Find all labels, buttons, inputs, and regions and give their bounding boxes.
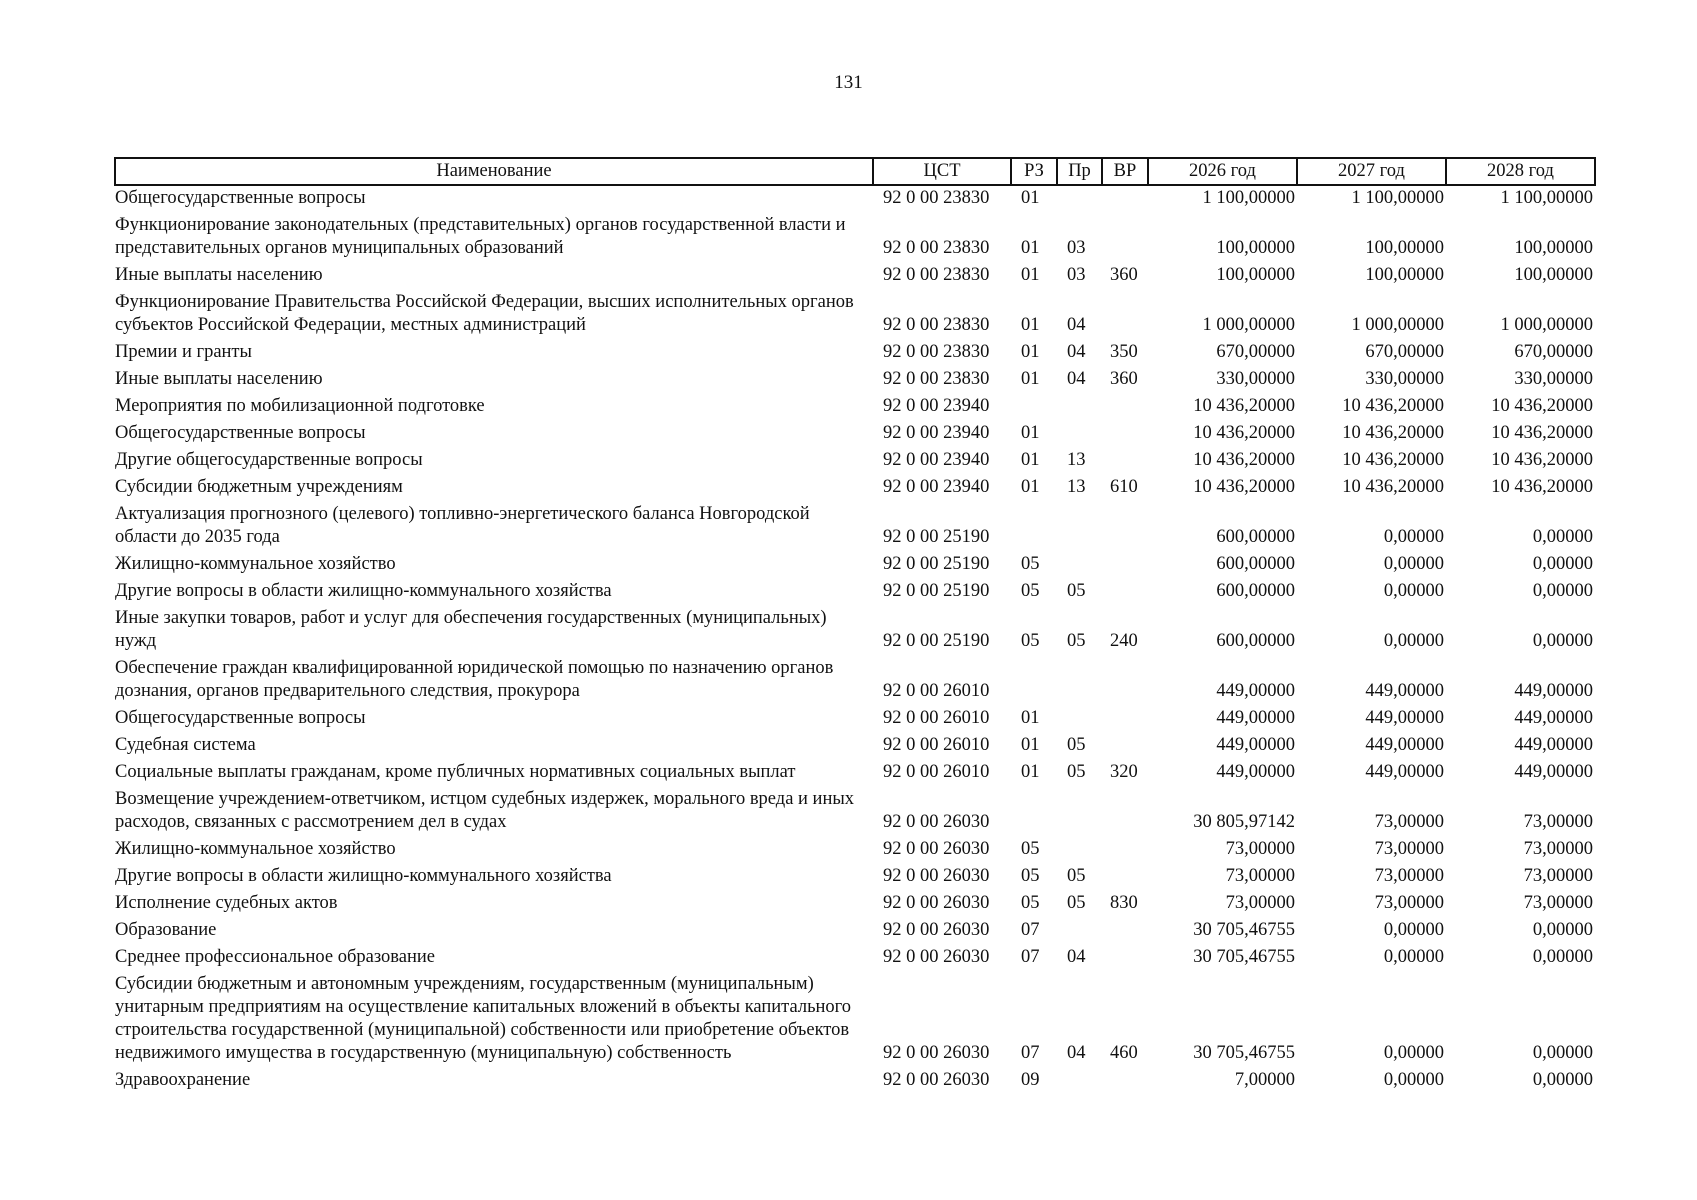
cell-2028: 0,00000	[1532, 1070, 1593, 1090]
cell-name: Образование	[115, 920, 217, 940]
table-row	[115, 263, 1595, 290]
cell-rz: 09	[1021, 1070, 1040, 1090]
table-row	[115, 213, 1595, 263]
table-row	[115, 918, 1595, 945]
cell-2028: 0,00000	[1532, 554, 1593, 574]
cell-2027: 100,00000	[1365, 265, 1444, 285]
page-number: 131	[834, 72, 863, 93]
table-row	[115, 606, 1595, 656]
cell-pr	[1057, 918, 1102, 945]
cell-vr: 360	[1110, 369, 1138, 389]
cell-pr: 04	[1067, 369, 1086, 389]
cell-name: Социальные выплаты гражданам, кроме публичных нормативных социальных выплат	[115, 762, 796, 782]
cell-cst: 92 0 00 26030	[883, 812, 990, 832]
cell-rz: 01	[1021, 735, 1040, 755]
cell-2026: 1 000,00000	[1202, 315, 1295, 335]
cell-name: Здравоохранение	[115, 1070, 251, 1090]
cell-pr: 05	[1067, 631, 1086, 651]
cell-pr: 04	[1067, 315, 1086, 335]
cell-cst: 92 0 00 26010	[883, 708, 990, 728]
table-row	[115, 552, 1595, 579]
cell-vr: 460	[1110, 1043, 1138, 1063]
cell-pr: 03	[1067, 238, 1086, 258]
cell-2026: 100,00000	[1216, 238, 1295, 258]
cell-2026: 330,00000	[1216, 369, 1295, 389]
cell-vr	[1102, 552, 1148, 579]
cell-vr	[1102, 656, 1148, 706]
header-cst: ЦСТ	[873, 158, 1011, 185]
cell-name: Общегосударственные вопросы	[115, 423, 366, 443]
cell-2027: 10 436,20000	[1342, 477, 1444, 497]
cell-vr	[1102, 421, 1148, 448]
cell-2027: 1 100,00000	[1351, 188, 1444, 208]
cell-name: Другие вопросы в области жилищно-коммунального хозяйства	[115, 581, 612, 601]
cell-2028: 10 436,20000	[1491, 396, 1593, 416]
table-row	[115, 972, 1595, 1068]
cell-pr	[1057, 185, 1102, 213]
cell-rz: 07	[1021, 920, 1040, 940]
cell-2026: 30 805,97142	[1193, 812, 1295, 832]
cell-pr: 05	[1067, 735, 1086, 755]
cell-2028: 73,00000	[1523, 839, 1593, 859]
cell-cst: 92 0 00 23830	[883, 188, 990, 208]
cell-name: Субсидии бюджетным учреждениям	[115, 477, 403, 497]
cell-2027: 73,00000	[1374, 893, 1444, 913]
cell-cst: 92 0 00 23830	[883, 342, 990, 362]
cell-vr	[1102, 394, 1148, 421]
cell-vr	[1102, 706, 1148, 733]
cell-2028: 1 100,00000	[1500, 188, 1593, 208]
cell-cst: 92 0 00 26030	[883, 839, 990, 859]
cell-rz: 01	[1021, 762, 1040, 782]
cell-pr	[1057, 706, 1102, 733]
table-row	[115, 837, 1595, 864]
table-row	[115, 891, 1595, 918]
table-row	[115, 502, 1595, 552]
cell-vr	[1102, 837, 1148, 864]
cell-2028: 0,00000	[1532, 920, 1593, 940]
header-pr: Пр	[1057, 158, 1102, 185]
cell-rz: 01	[1021, 315, 1040, 335]
table-row	[115, 864, 1595, 891]
cell-2026: 10 436,20000	[1193, 396, 1295, 416]
cell-pr	[1057, 656, 1102, 706]
cell-2028: 449,00000	[1514, 735, 1593, 755]
cell-2028: 73,00000	[1523, 893, 1593, 913]
cell-vr: 240	[1110, 631, 1138, 651]
cell-2026: 10 436,20000	[1193, 450, 1295, 470]
cell-2027: 0,00000	[1383, 631, 1444, 651]
table-row	[115, 340, 1595, 367]
header-rz: РЗ	[1011, 158, 1057, 185]
cell-2028: 449,00000	[1514, 708, 1593, 728]
cell-2027: 449,00000	[1365, 681, 1444, 701]
cell-vr	[1102, 864, 1148, 891]
cell-2027: 0,00000	[1383, 554, 1444, 574]
cell-pr: 05	[1067, 893, 1086, 913]
cell-cst: 92 0 00 23940	[883, 396, 990, 416]
cell-rz: 01	[1021, 238, 1040, 258]
cell-cst: 92 0 00 25190	[883, 631, 990, 651]
table-row	[115, 706, 1595, 733]
cell-pr: 13	[1067, 477, 1086, 497]
header-2028: 2028 год	[1446, 158, 1595, 185]
cell-name: Среднее профессиональное образование	[115, 947, 435, 967]
cell-name: Субсидии бюджетным и автономным учреждениям, государственным (муниципальным) унитарным предприятиям на осуществление капитальных вложений в объекты капитального строительства государственной (муниципальной) собственности или приобретение объектов недвижимого имущества в государственную (муниципальную) собственность	[115, 974, 852, 1063]
table-row	[115, 367, 1595, 394]
cell-vr: 360	[1110, 265, 1138, 285]
cell-2027: 0,00000	[1383, 1070, 1444, 1090]
cell-2026: 30 705,46755	[1193, 1043, 1295, 1063]
cell-vr	[1102, 213, 1148, 263]
cell-cst: 92 0 00 25190	[883, 581, 990, 601]
cell-pr: 03	[1067, 265, 1086, 285]
cell-pr: 13	[1067, 450, 1086, 470]
cell-2027: 10 436,20000	[1342, 396, 1444, 416]
cell-vr	[1102, 918, 1148, 945]
cell-2028: 449,00000	[1514, 681, 1593, 701]
cell-2027: 0,00000	[1383, 581, 1444, 601]
header-2026: 2026 год	[1148, 158, 1297, 185]
cell-2027: 73,00000	[1374, 812, 1444, 832]
cell-name: Жилищно-коммунальное хозяйство	[115, 554, 396, 574]
cell-cst: 92 0 00 23940	[883, 477, 990, 497]
cell-2026: 449,00000	[1216, 735, 1295, 755]
cell-rz	[1011, 502, 1057, 552]
cell-2028: 670,00000	[1514, 342, 1593, 362]
cell-rz	[1011, 656, 1057, 706]
cell-2026: 30 705,46755	[1193, 920, 1295, 940]
cell-rz: 01	[1021, 265, 1040, 285]
cell-cst: 92 0 00 26030	[883, 893, 990, 913]
cell-rz: 05	[1021, 893, 1040, 913]
cell-vr	[1102, 502, 1148, 552]
cell-name: Возмещение учреждением-ответчиком, истцом судебных издержек, морального вреда и иных расходов, связанных с рассмотрением дел в судах	[115, 789, 855, 832]
cell-rz: 05	[1021, 581, 1040, 601]
cell-rz: 07	[1021, 947, 1040, 967]
cell-pr	[1057, 502, 1102, 552]
cell-cst: 92 0 00 26010	[883, 735, 990, 755]
cell-rz: 01	[1021, 450, 1040, 470]
cell-2028: 100,00000	[1514, 265, 1593, 285]
cell-pr	[1057, 837, 1102, 864]
cell-2027: 10 436,20000	[1342, 423, 1444, 443]
cell-2027: 73,00000	[1374, 839, 1444, 859]
cell-2028: 10 436,20000	[1491, 477, 1593, 497]
cell-vr	[1102, 733, 1148, 760]
cell-name: Обеспечение граждан квалифицированной юридической помощью по назначению органов дознания, органов предварительного следствия, прокурора	[115, 658, 834, 701]
cell-2027: 670,00000	[1365, 342, 1444, 362]
cell-2027: 0,00000	[1383, 920, 1444, 940]
cell-pr: 04	[1067, 342, 1086, 362]
cell-rz	[1011, 787, 1057, 837]
cell-2026: 7,00000	[1234, 1070, 1295, 1090]
cell-2027: 330,00000	[1365, 369, 1444, 389]
cell-2027: 1 000,00000	[1351, 315, 1444, 335]
cell-name: Функционирование Правительства Российской Федерации, высших исполнительных органов субъектов Российской Федерации, местных администраций	[115, 292, 854, 335]
cell-2026: 10 436,20000	[1193, 477, 1295, 497]
cell-pr: 05	[1067, 762, 1086, 782]
cell-cst: 92 0 00 26010	[883, 681, 990, 701]
cell-cst: 92 0 00 26030	[883, 1070, 990, 1090]
cell-vr: 350	[1110, 342, 1138, 362]
cell-2026: 1 100,00000	[1202, 188, 1295, 208]
cell-2028: 0,00000	[1532, 581, 1593, 601]
cell-name: Мероприятия по мобилизационной подготовке	[115, 396, 485, 416]
table-row	[115, 448, 1595, 475]
cell-2027: 0,00000	[1383, 947, 1444, 967]
cell-name: Общегосударственные вопросы	[115, 188, 366, 208]
cell-2026: 600,00000	[1216, 631, 1295, 651]
cell-vr	[1102, 945, 1148, 972]
table-header-row	[115, 158, 1595, 185]
cell-2028: 10 436,20000	[1491, 450, 1593, 470]
table-row	[115, 945, 1595, 972]
header-2027: 2027 год	[1297, 158, 1446, 185]
cell-2026: 30 705,46755	[1193, 947, 1295, 967]
cell-rz: 05	[1021, 866, 1040, 886]
cell-cst: 92 0 00 23940	[883, 423, 990, 443]
cell-2026: 10 436,20000	[1193, 423, 1295, 443]
cell-rz: 01	[1021, 477, 1040, 497]
cell-rz: 01	[1021, 423, 1040, 443]
cell-2027: 449,00000	[1365, 762, 1444, 782]
cell-2028: 73,00000	[1523, 866, 1593, 886]
cell-cst: 92 0 00 26030	[883, 1043, 990, 1063]
cell-vr: 320	[1110, 762, 1138, 782]
cell-2028: 0,00000	[1532, 527, 1593, 547]
cell-2026: 73,00000	[1225, 893, 1295, 913]
cell-name: Функционирование законодательных (представительных) органов государственной власти и представительных органов муниципальных образований	[115, 215, 846, 258]
cell-2027: 449,00000	[1365, 735, 1444, 755]
cell-2028: 0,00000	[1532, 947, 1593, 967]
cell-pr: 05	[1067, 866, 1086, 886]
cell-rz: 05	[1021, 631, 1040, 651]
cell-rz: 05	[1021, 839, 1040, 859]
cell-2026: 100,00000	[1216, 265, 1295, 285]
table-row	[115, 185, 1595, 213]
cell-cst: 92 0 00 26030	[883, 947, 990, 967]
cell-2027: 0,00000	[1383, 527, 1444, 547]
cell-vr	[1102, 290, 1148, 340]
cell-pr: 05	[1067, 581, 1086, 601]
cell-rz: 01	[1021, 369, 1040, 389]
cell-cst: 92 0 00 26010	[883, 762, 990, 782]
cell-rz: 01	[1021, 188, 1040, 208]
cell-vr	[1102, 1068, 1148, 1095]
table-row	[115, 760, 1595, 787]
cell-vr	[1102, 448, 1148, 475]
cell-vr: 610	[1110, 477, 1138, 497]
cell-vr: 830	[1110, 893, 1138, 913]
cell-vr	[1102, 579, 1148, 606]
cell-pr	[1057, 394, 1102, 421]
cell-2026: 600,00000	[1216, 581, 1295, 601]
cell-name: Исполнение судебных актов	[115, 893, 338, 913]
cell-pr: 04	[1067, 947, 1086, 967]
table-row	[115, 579, 1595, 606]
cell-rz: 05	[1021, 554, 1040, 574]
cell-vr	[1102, 185, 1148, 213]
cell-2027: 0,00000	[1383, 1043, 1444, 1063]
cell-2028: 1 000,00000	[1500, 315, 1593, 335]
cell-2028: 330,00000	[1514, 369, 1593, 389]
cell-pr: 04	[1067, 1043, 1086, 1063]
cell-pr	[1057, 787, 1102, 837]
cell-2028: 0,00000	[1532, 631, 1593, 651]
cell-cst: 92 0 00 23940	[883, 450, 990, 470]
cell-2028: 73,00000	[1523, 812, 1593, 832]
table-row	[115, 787, 1595, 837]
cell-cst: 92 0 00 23830	[883, 265, 990, 285]
cell-2027: 73,00000	[1374, 866, 1444, 886]
cell-name: Премии и гранты	[115, 342, 252, 362]
cell-name: Иные закупки товаров, работ и услуг для обеспечения государственных (муниципальных) нужд	[115, 608, 827, 651]
budget-table	[114, 157, 1596, 1095]
cell-2026: 449,00000	[1216, 762, 1295, 782]
cell-cst: 92 0 00 23830	[883, 238, 990, 258]
table-row	[115, 394, 1595, 421]
table-row	[115, 733, 1595, 760]
cell-cst: 92 0 00 23830	[883, 315, 990, 335]
cell-cst: 92 0 00 26030	[883, 920, 990, 940]
cell-rz	[1011, 394, 1057, 421]
cell-2026: 600,00000	[1216, 554, 1295, 574]
cell-cst: 92 0 00 25190	[883, 527, 990, 547]
cell-name: Другие общегосударственные вопросы	[115, 450, 423, 470]
cell-name: Общегосударственные вопросы	[115, 708, 366, 728]
cell-2026: 449,00000	[1216, 708, 1295, 728]
table-row	[115, 656, 1595, 706]
cell-cst: 92 0 00 23830	[883, 369, 990, 389]
cell-rz: 01	[1021, 342, 1040, 362]
cell-cst: 92 0 00 25190	[883, 554, 990, 574]
cell-2026: 73,00000	[1225, 839, 1295, 859]
cell-cst: 92 0 00 26030	[883, 866, 990, 886]
table-row	[115, 475, 1595, 502]
cell-pr	[1057, 1068, 1102, 1095]
cell-2027: 10 436,20000	[1342, 450, 1444, 470]
cell-name: Жилищно-коммунальное хозяйство	[115, 839, 396, 859]
cell-2027: 449,00000	[1365, 708, 1444, 728]
cell-2028: 0,00000	[1532, 1043, 1593, 1063]
cell-2026: 600,00000	[1216, 527, 1295, 547]
cell-name: Иные выплаты населению	[115, 265, 323, 285]
cell-2026: 73,00000	[1225, 866, 1295, 886]
cell-2028: 100,00000	[1514, 238, 1593, 258]
table-row	[115, 421, 1595, 448]
cell-2026: 449,00000	[1216, 681, 1295, 701]
cell-pr	[1057, 552, 1102, 579]
cell-rz: 01	[1021, 708, 1040, 728]
cell-rz: 07	[1021, 1043, 1040, 1063]
cell-name: Судебная система	[115, 735, 256, 755]
header-vr: ВР	[1102, 158, 1148, 185]
cell-2026: 670,00000	[1216, 342, 1295, 362]
table-row	[115, 290, 1595, 340]
table-body	[115, 185, 1595, 1095]
cell-name: Другие вопросы в области жилищно-коммунального хозяйства	[115, 866, 612, 886]
cell-2028: 449,00000	[1514, 762, 1593, 782]
cell-2028: 10 436,20000	[1491, 423, 1593, 443]
table-row	[115, 1068, 1595, 1095]
header-name: Наименование	[115, 158, 873, 185]
cell-vr	[1102, 787, 1148, 837]
cell-pr	[1057, 421, 1102, 448]
cell-2027: 100,00000	[1365, 238, 1444, 258]
cell-name: Иные выплаты населению	[115, 369, 323, 389]
cell-name: Актуализация прогнозного (целевого) топливно-энергетического баланса Новгородской области до 2035 года	[115, 504, 810, 547]
